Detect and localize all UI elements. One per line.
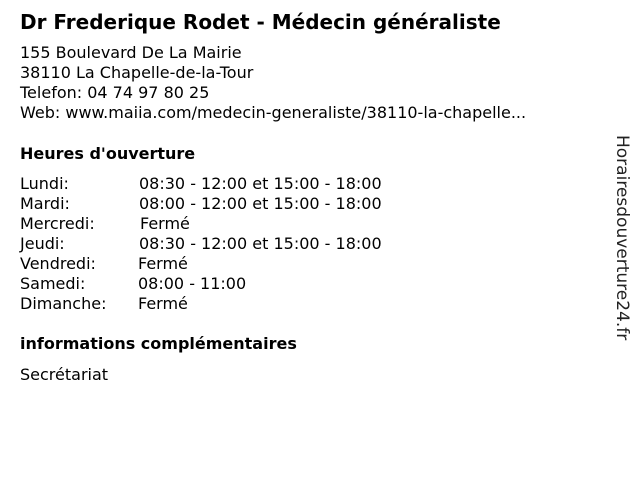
website-link: Web: www.maiia.com/medecin-generaliste/38110-la-chapelle...	[20, 103, 527, 122]
additional-info-heading: informations complémentaires	[20, 334, 297, 353]
day-hours: 08:00 - 12:00 et 15:00 - 18:00	[139, 194, 382, 213]
day-label: Mercredi:	[20, 214, 95, 233]
day-hours: 08:30 - 12:00 et 15:00 - 18:00	[139, 234, 382, 253]
day-hours: Fermé	[138, 294, 188, 313]
day-label: Jeudi:	[20, 234, 65, 253]
day-hours: Fermé	[140, 214, 190, 233]
city-address: 38110 La Chapelle-de-la-Tour	[20, 63, 254, 82]
hours-row	[20, 274, 440, 294]
phone-number: Telefon: 04 74 97 80 25	[20, 83, 210, 102]
day-label: Samedi:	[20, 274, 86, 293]
page-title: Dr Frederique Rodet - Médecin généraliste	[20, 10, 501, 34]
day-label: Dimanche:	[20, 294, 107, 313]
hours-row	[20, 294, 440, 314]
hours-row	[20, 254, 440, 274]
hours-row	[20, 194, 440, 214]
additional-info-text: Secrétariat	[20, 365, 109, 384]
site-watermark: Horairesdouverture24.fr	[612, 135, 632, 341]
day-label: Mardi:	[20, 194, 70, 213]
day-hours: 08:00 - 11:00	[138, 274, 247, 293]
day-hours: 08:30 - 12:00 et 15:00 - 18:00	[139, 174, 382, 193]
opening-hours-table	[20, 174, 440, 314]
street-address: 155 Boulevard De La Mairie	[20, 43, 242, 62]
opening-hours-heading: Heures d'ouverture	[20, 144, 196, 163]
day-label: Vendredi:	[20, 254, 96, 273]
hours-row	[20, 174, 440, 194]
day-label: Lundi:	[20, 174, 69, 193]
hours-row	[20, 214, 440, 234]
day-hours: Fermé	[138, 254, 188, 273]
hours-row	[20, 234, 440, 254]
address-block	[20, 43, 526, 123]
